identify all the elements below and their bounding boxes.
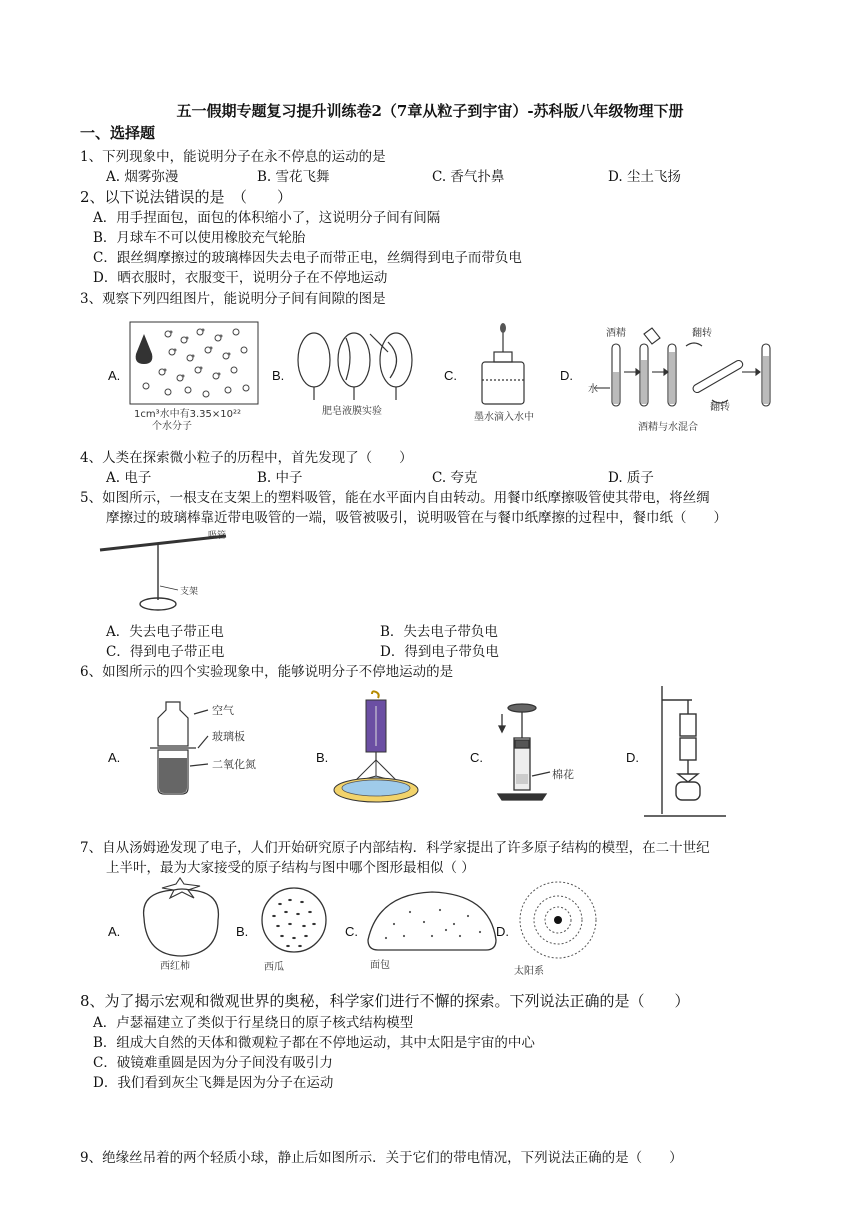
q3-stem: 3、观察下列四组图片，能说明分子间有间隙的图是 — [80, 291, 386, 307]
q7-figure-d — [514, 878, 604, 978]
section-heading: 一、选择题 — [80, 124, 156, 142]
q6-label-d: D. — [626, 750, 639, 765]
q3-figure-d-flip-bottom: 翻转 — [710, 402, 730, 413]
q2-option-b: B．月球车不可以使用橡胶充气轮胎 — [93, 230, 306, 246]
q3-label-d: D. — [560, 368, 573, 383]
q7-label-c: C. — [345, 924, 358, 939]
q1-option-c: C. 香气扑鼻 — [432, 169, 505, 185]
q1-option-a: A. 烟雾弥漫 — [106, 169, 179, 185]
q6-label-a: A. — [108, 750, 121, 765]
q7-stem-line1: 7、自从汤姆逊发现了电子，人们开始研究原子内部结构．科学家提出了许多原子结构的模型，在二十世纪 — [80, 840, 710, 856]
q7-label-b: B. — [236, 924, 249, 939]
q6-figure-c-cotton: 棉花 — [552, 768, 574, 781]
page-title: 五一假期专题复习提升训练卷2（7章从粒子到宇宙）-苏科版八年级物理下册 — [176, 102, 684, 120]
q5-figure-stand-label: 支架 — [180, 587, 199, 597]
q3-figure-b — [292, 328, 432, 418]
q6-figure-c — [490, 700, 600, 810]
q6-figure-a-no2: 二氧化氮 — [212, 758, 256, 771]
q5-stem-line2: 摩擦过的玻璃棒靠近带电吸管的一端，吸管被吸引，说明吸管在与餐巾纸摩擦的过程中，餐巾纸（ ） — [106, 510, 727, 526]
q3-label-b: B. — [272, 368, 285, 383]
q2-option-d: D．晒衣服时，衣服变干，说明分子在不停地运动 — [93, 270, 388, 286]
q9-stem: 9、绝缘丝吊着的两个轻质小球，静止后如图所示．关于它们的带电情况，下列说法正确的是（ ） — [80, 1150, 683, 1166]
q7-caption-b: 西瓜 — [264, 962, 284, 973]
q3-figure-b-caption: 肥皂液膜实验 — [322, 406, 382, 417]
q3-figure-c — [460, 322, 545, 427]
q6-figure-a-air: 空气 — [212, 704, 234, 717]
q8-option-c: C．破镜难重圆是因为分子间没有吸引力 — [93, 1055, 333, 1071]
q7-caption-d: 太阳系 — [514, 966, 544, 977]
q7-caption-c: 面包 — [370, 960, 390, 971]
q6-label-b: B. — [316, 750, 329, 765]
q2-option-c: C．跟丝绸摩擦过的玻璃棒因失去电子而带正电，丝绸得到电子而带负电 — [93, 250, 522, 266]
q6-figure-a — [140, 696, 280, 806]
q5-option-d: D．得到电子带负电 — [380, 644, 499, 660]
q3-figure-d-alcohol: 酒精 — [606, 328, 626, 339]
q8-option-d: D．我们看到灰尘飞舞是因为分子在运动 — [93, 1075, 334, 1091]
q7-caption-a: 西红柿 — [160, 961, 190, 972]
q3-figure-d-flip-top: 翻转 — [692, 328, 712, 339]
q3-figure-a-caption-1: 1cm³水中有3.35×10²² — [134, 409, 241, 420]
q4-option-d: D. 质子 — [608, 470, 654, 486]
q2-option-a: A．用手捏面包，面包的体积缩小了，这说明分子间有间隔 — [93, 210, 441, 226]
q3-label-c: C. — [444, 368, 457, 383]
q7-label-a: A. — [108, 924, 121, 939]
q7-figure-c — [364, 888, 504, 972]
q5-option-c: C．得到电子带正电 — [106, 644, 225, 660]
q3-label-a: A. — [108, 368, 121, 383]
q5-option-a: A．失去电子带正电 — [106, 624, 224, 640]
q1-option-d: D. 尘土飞扬 — [608, 169, 681, 185]
q4-stem: 4、人类在探索微小粒子的历程中，首先发现了（ ） — [80, 450, 413, 466]
q3-figure-a — [128, 320, 263, 430]
q5-figure — [96, 528, 256, 620]
q2-stem: 2、以下说法错误的是 （ ） — [80, 188, 293, 206]
q3-figure-c-caption: 墨水滴入水中 — [474, 412, 534, 423]
q3-figure-d — [582, 322, 787, 434]
q4-option-a: A. 电子 — [106, 470, 152, 486]
q4-option-c: C. 夸克 — [432, 470, 478, 486]
q7-label-d: D. — [496, 924, 509, 939]
q6-stem: 6、如图所示的四个实验现象中，能够说明分子不停地运动的是 — [80, 664, 454, 680]
q6-label-c: C. — [470, 750, 483, 765]
q5-stem-line1: 5、如图所示，一根支在支架上的塑料吸管，能在水平面内自由转动。用餐巾纸摩擦吸管使其带电，将丝绸 — [80, 490, 710, 506]
q3-figure-d-water: 水 — [588, 384, 598, 395]
q6-figure-b — [330, 692, 430, 812]
q7-figure-b — [258, 884, 338, 972]
q1-option-b: B. 雪花飞舞 — [257, 169, 330, 185]
q3-figure-a-caption-2: 个水分子 — [152, 421, 192, 432]
q8-option-b: B．组成大自然的天体和微观粒子都在不停地运动，其中太阳是宇宙的中心 — [93, 1035, 535, 1051]
q6-figure-d — [640, 682, 740, 824]
q4-option-b: B. 中子 — [257, 470, 303, 486]
q7-figure-a — [130, 876, 230, 972]
q5-figure-straw-label: 吸管 — [208, 531, 227, 541]
q8-stem: 8、为了揭示宏观和微观世界的奥秘，科学家们进行不懈的探索。下列说法正确的是（ ） — [80, 992, 690, 1010]
q5-option-b: B．失去电子带负电 — [380, 624, 498, 640]
q7-stem-line2: 上半叶，最为大家接受的原子结构与图中哪个图形最相似（ ） — [106, 860, 475, 876]
q8-option-a: A．卢瑟福建立了类似于行星绕日的原子核式结构模型 — [93, 1015, 414, 1031]
q6-figure-a-glass: 玻璃板 — [212, 730, 245, 743]
q1-stem: 1、下列现象中，能说明分子在永不停息的运动的是 — [80, 149, 386, 165]
q3-figure-d-caption: 酒精与水混合 — [638, 422, 698, 433]
